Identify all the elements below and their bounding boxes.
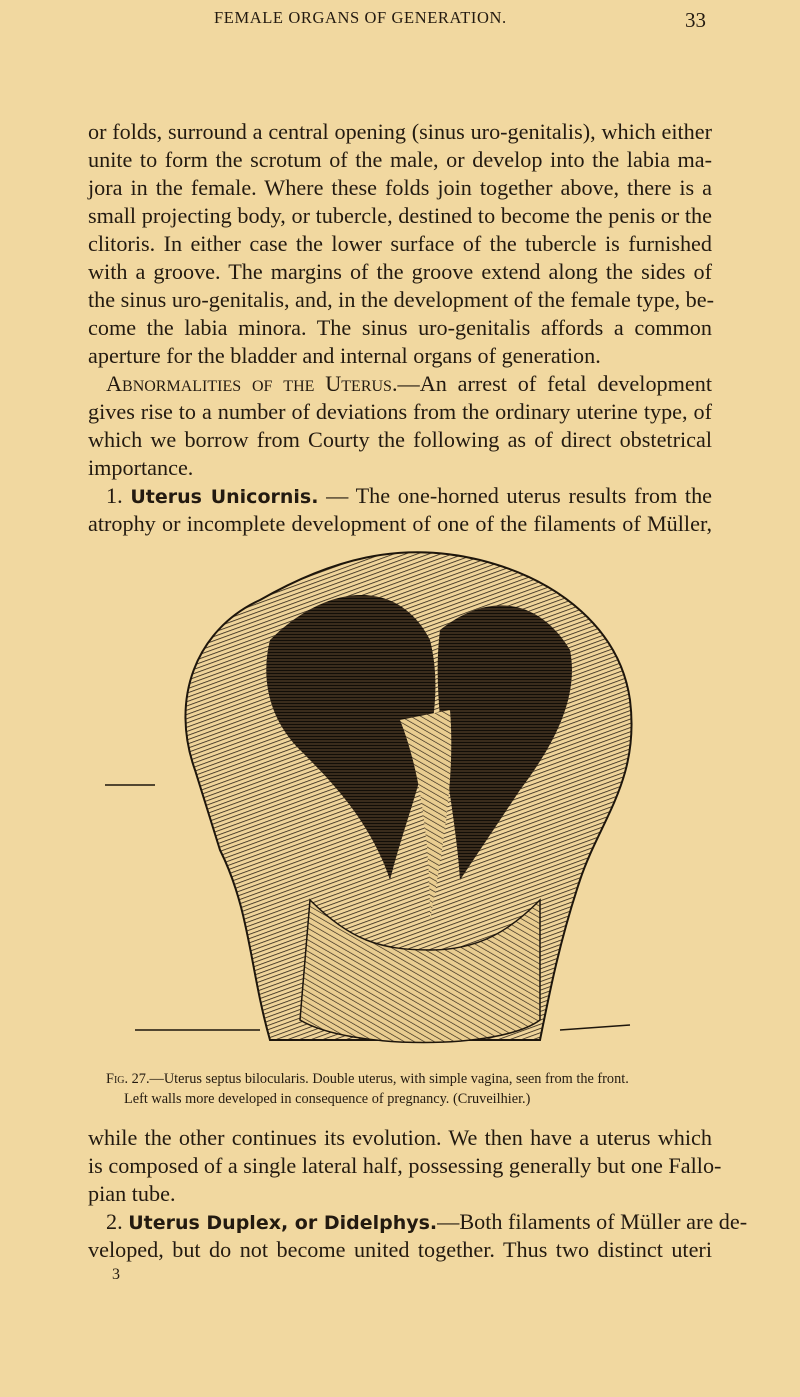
item-title: Uterus Duplex, or Didelphys.: [128, 1212, 438, 1234]
caption-line: [106, 1069, 629, 1089]
text-line: is composed of a single lateral half, possessing generally but one Fallo-: [88, 1153, 722, 1178]
text-line: [106, 1208, 748, 1237]
text-line: the sinus uro-genitalis, and, in the development of the female type, be-: [88, 287, 714, 312]
text-line: small projecting body, or tubercle, destined to become the penis or the: [88, 203, 712, 228]
text-line: veloped, but do not become united together. Thus two distinct uteri: [88, 1237, 712, 1262]
uterus-illustration: [100, 520, 660, 1060]
text-line: [106, 482, 712, 511]
text-line: atrophy or incomplete development of one of the filaments of Müller,: [88, 511, 712, 536]
signature-mark: 3: [112, 1266, 120, 1283]
page-number: 33: [685, 8, 706, 32]
text-line: pian tube.: [88, 1181, 176, 1206]
running-title: FEMALE ORGANS OF GENERATION.: [214, 8, 507, 27]
text-line: unite to form the scrotum of the male, or develop into the labia ma-: [88, 147, 712, 172]
text-run: —Both filaments of Müller are de-: [437, 1209, 748, 1234]
text-run: —An arrest of fetal development: [397, 371, 712, 396]
text-run: — The one-horned uterus results from the: [318, 483, 713, 508]
text-line: gives rise to a number of deviations from the ordinary uterine type, of: [88, 399, 712, 424]
section-heading: Abnormalities of the Uterus.: [106, 371, 398, 396]
caption-text: —Uterus septus bilocularis. Double uterus, with simple vagina, seen from the front.: [149, 1071, 629, 1087]
item-number: 1.: [106, 483, 123, 508]
text-line: aperture for the bladder and internal organs of generation.: [88, 343, 601, 368]
text-line: [106, 370, 712, 398]
text-line: clitoris. In either case the lower surface of the tubercle is furnished: [88, 231, 712, 256]
text-line: or folds, surround a central opening (sinus uro-genitalis), which either: [88, 119, 712, 144]
figure-label: Fig. 27.: [106, 1071, 150, 1087]
item-title: Uterus Unicornis.: [130, 486, 319, 508]
text-line: while the other continues its evolution. We then have a uterus which: [88, 1125, 712, 1150]
caption-line: Left walls more developed in consequence of pregnancy. (Cruveilhier.): [124, 1091, 531, 1107]
text-line: jora in the female. Where these folds join together above, there is a: [88, 175, 712, 200]
item-number: 2.: [106, 1209, 123, 1234]
text-line: importance.: [88, 455, 194, 480]
text-line: with a groove. The margins of the groove extend along the sides of: [88, 259, 712, 284]
text-line: come the labia minora. The sinus uro-genitalis affords a common: [88, 315, 712, 340]
text-line: which we borrow from Courty the following as of direct obstetrical: [88, 427, 712, 452]
